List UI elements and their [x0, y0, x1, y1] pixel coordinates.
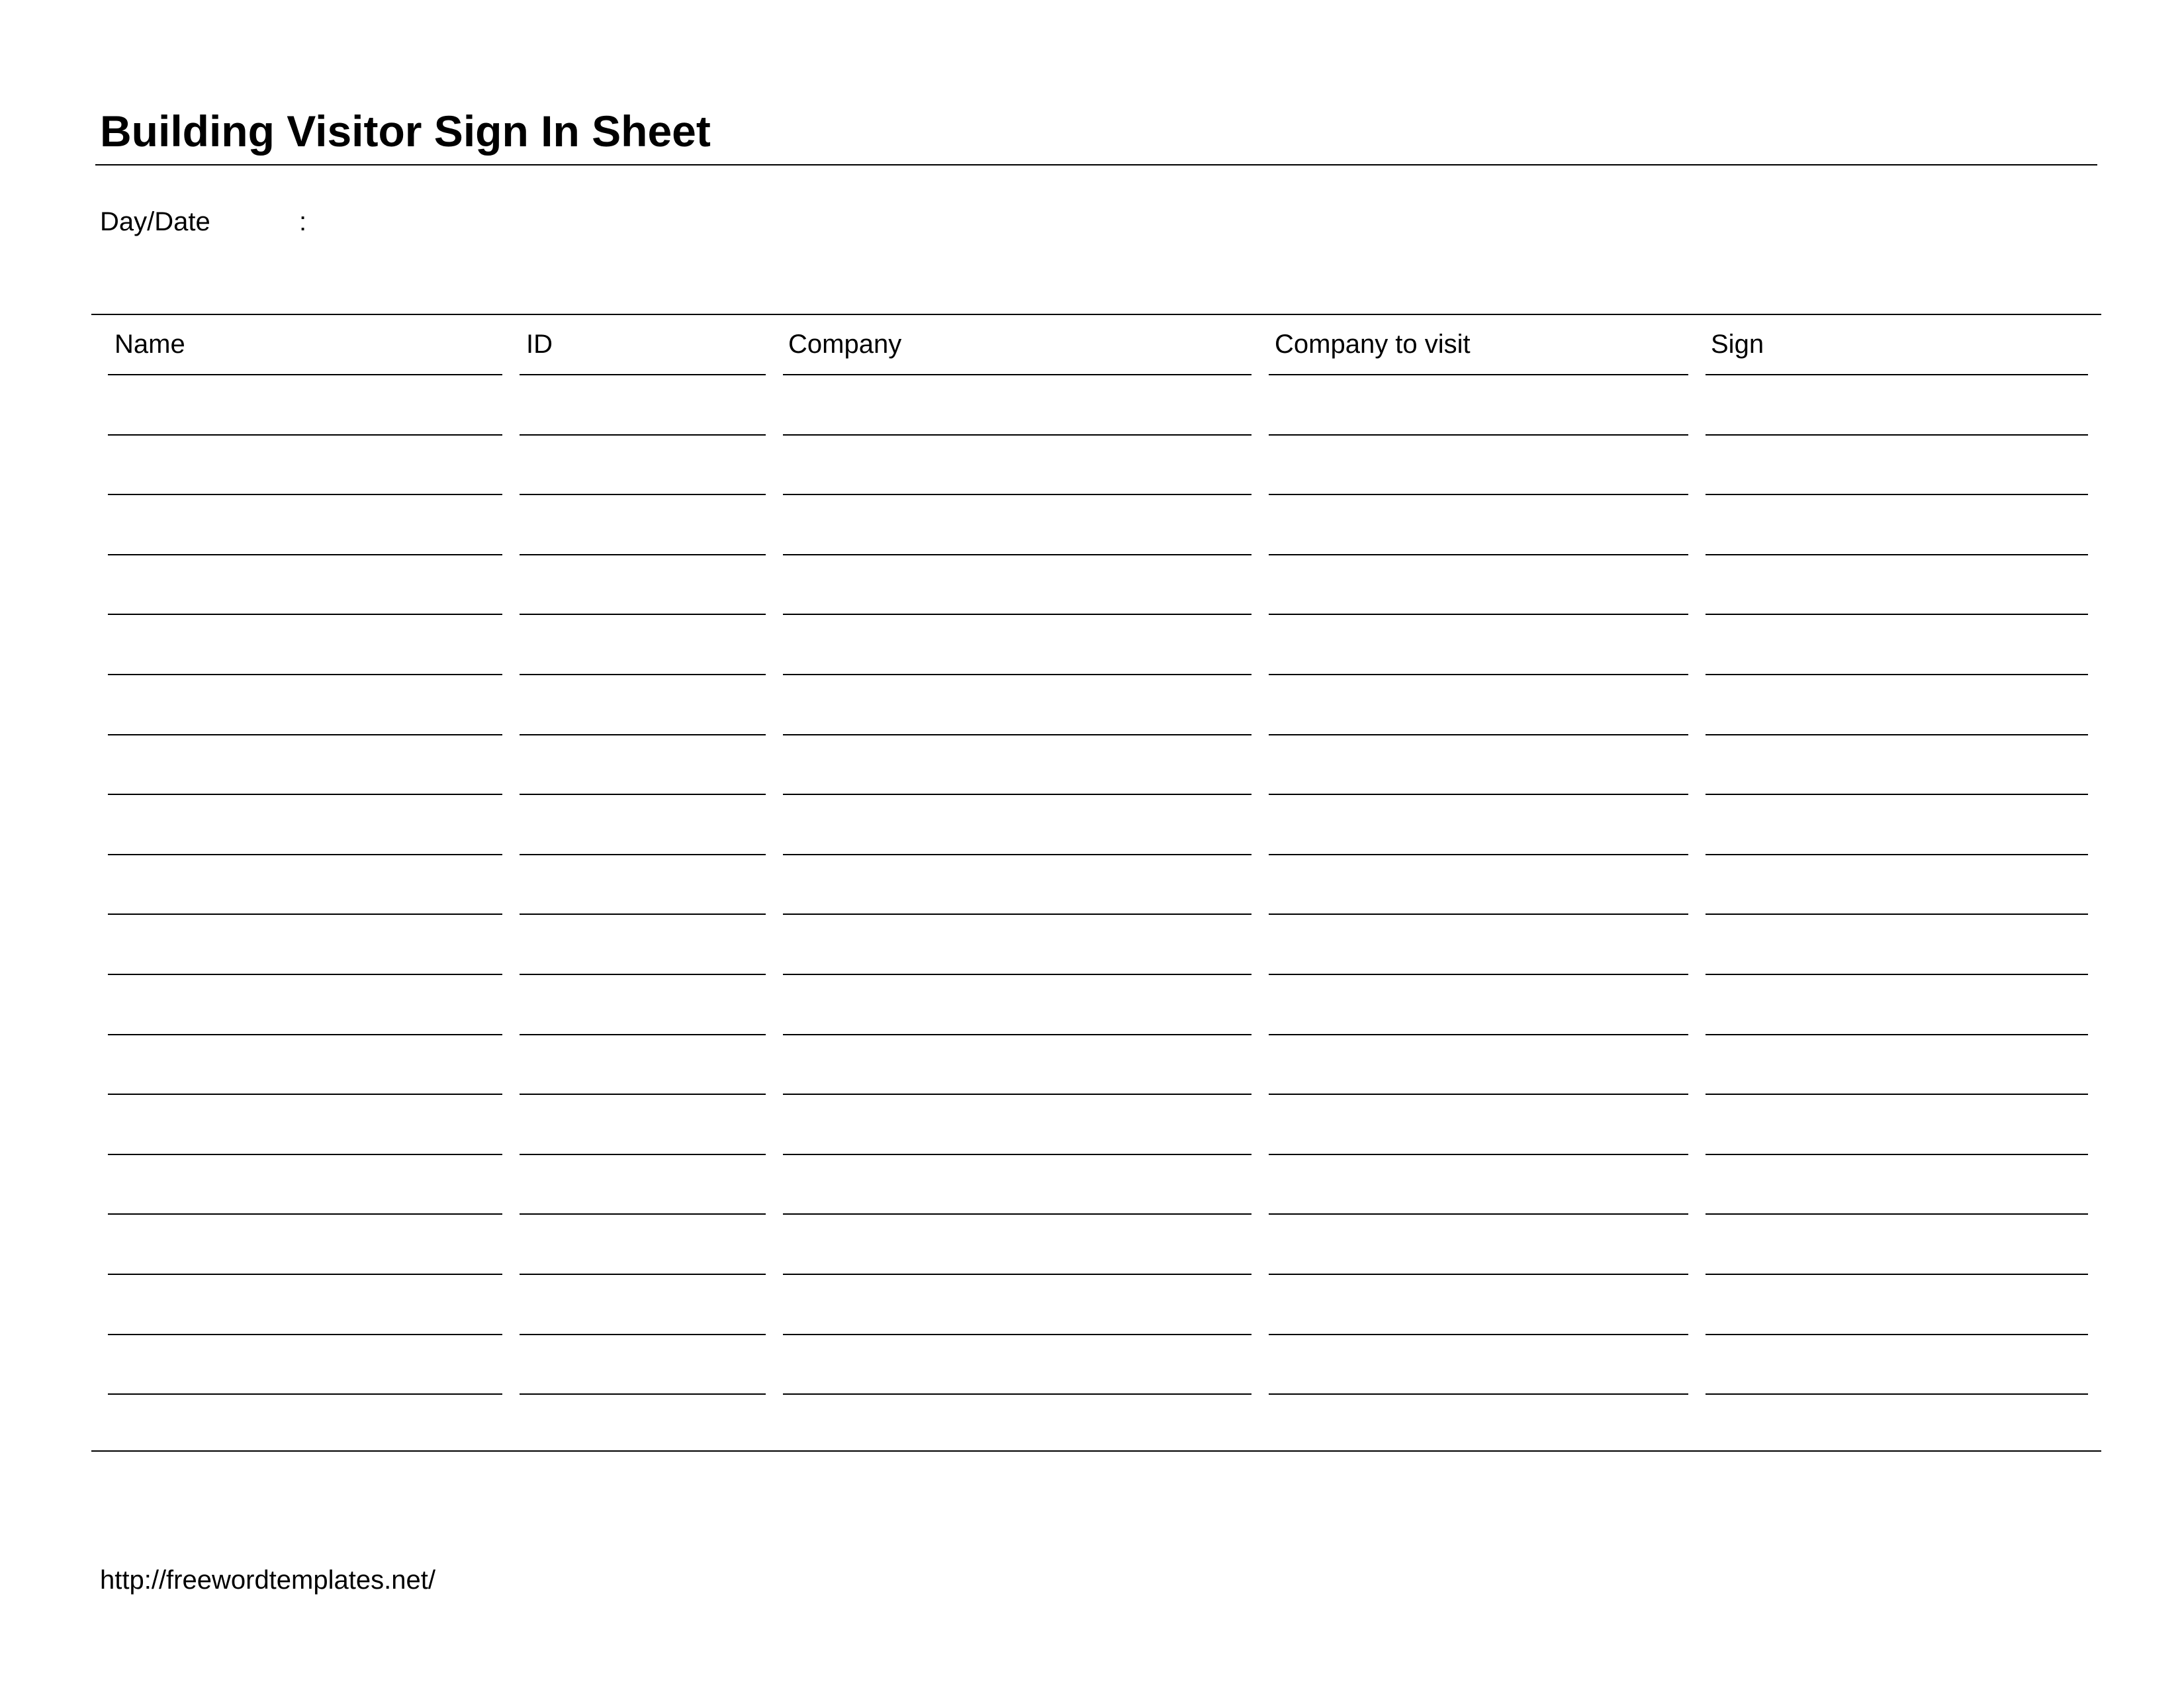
entry-line-id[interactable]: [520, 1334, 766, 1335]
entry-line-sign[interactable]: [1706, 674, 2088, 675]
entry-line-name[interactable]: [108, 1154, 502, 1155]
entry-line-sign[interactable]: [1706, 434, 2088, 436]
entry-line-id[interactable]: [520, 674, 766, 675]
entry-line-name[interactable]: [108, 434, 502, 436]
entry-line-sign[interactable]: [1706, 914, 2088, 915]
entry-line-company-to-visit[interactable]: [1269, 734, 1688, 735]
entry-line-company-to-visit[interactable]: [1269, 854, 1688, 855]
entry-line-name[interactable]: [108, 794, 502, 795]
column-header-company: Company: [788, 330, 902, 359]
entry-line-name[interactable]: [108, 494, 502, 495]
entry-line-id[interactable]: [520, 434, 766, 436]
entry-line-company-to-visit[interactable]: [1269, 1094, 1688, 1095]
entry-line-company-to-visit[interactable]: [1269, 914, 1688, 915]
entry-line-id[interactable]: [520, 494, 766, 495]
entry-line-company[interactable]: [783, 1393, 1251, 1395]
column-header-underline: [108, 374, 502, 375]
column-header-underline: [1706, 374, 2088, 375]
entry-line-sign[interactable]: [1706, 1094, 2088, 1095]
entry-line-company[interactable]: [783, 734, 1251, 735]
column-header-underline: [520, 374, 766, 375]
entry-line-sign[interactable]: [1706, 554, 2088, 555]
entry-line-sign[interactable]: [1706, 734, 2088, 735]
entry-line-sign[interactable]: [1706, 854, 2088, 855]
entry-line-name[interactable]: [108, 854, 502, 855]
entry-line-name[interactable]: [108, 914, 502, 915]
entry-line-id[interactable]: [520, 1274, 766, 1275]
entry-line-sign[interactable]: [1706, 974, 2088, 975]
entry-line-id[interactable]: [520, 554, 766, 555]
entry-line-sign[interactable]: [1706, 794, 2088, 795]
entry-line-company-to-visit[interactable]: [1269, 614, 1688, 615]
entry-line-sign[interactable]: [1706, 1334, 2088, 1335]
entry-line-name[interactable]: [108, 1094, 502, 1095]
entry-line-company[interactable]: [783, 794, 1251, 795]
entry-line-id[interactable]: [520, 1034, 766, 1035]
entry-line-id[interactable]: [520, 1094, 766, 1095]
entry-line-company-to-visit[interactable]: [1269, 494, 1688, 495]
entry-line-company[interactable]: [783, 974, 1251, 975]
column-header-sign: Sign: [1711, 330, 1764, 359]
entry-line-sign[interactable]: [1706, 1034, 2088, 1035]
entry-line-id[interactable]: [520, 974, 766, 975]
day-date-label: Day/Date: [100, 207, 210, 236]
entry-line-id[interactable]: [520, 614, 766, 615]
entry-line-sign[interactable]: [1706, 1393, 2088, 1395]
entry-line-company[interactable]: [783, 494, 1251, 495]
entry-line-company[interactable]: [783, 434, 1251, 436]
entry-line-sign[interactable]: [1706, 1154, 2088, 1155]
footer-url[interactable]: http://freewordtemplates.net/: [100, 1566, 435, 1595]
entry-line-company-to-visit[interactable]: [1269, 1034, 1688, 1035]
column-header-id: ID: [526, 330, 553, 359]
title-underline: [95, 164, 2097, 165]
entry-line-company[interactable]: [783, 1274, 1251, 1275]
entry-line-name[interactable]: [108, 1274, 502, 1275]
entry-line-company-to-visit[interactable]: [1269, 434, 1688, 436]
entry-line-name[interactable]: [108, 734, 502, 735]
entry-line-id[interactable]: [520, 734, 766, 735]
entry-line-company-to-visit[interactable]: [1269, 1274, 1688, 1275]
column-header-name: Name: [114, 330, 185, 359]
entry-line-name[interactable]: [108, 1393, 502, 1395]
entry-line-company-to-visit[interactable]: [1269, 1154, 1688, 1155]
entry-line-id[interactable]: [520, 1154, 766, 1155]
entry-line-sign[interactable]: [1706, 1274, 2088, 1275]
column-header-underline: [1269, 374, 1688, 375]
entry-line-company[interactable]: [783, 1034, 1251, 1035]
entry-line-company-to-visit[interactable]: [1269, 974, 1688, 975]
entry-line-company[interactable]: [783, 1213, 1251, 1215]
entry-line-name[interactable]: [108, 1034, 502, 1035]
entry-line-name[interactable]: [108, 554, 502, 555]
table-bottom-rule: [91, 1450, 2101, 1452]
column-header-underline: [783, 374, 1251, 375]
entry-line-sign[interactable]: [1706, 1213, 2088, 1215]
entry-line-company[interactable]: [783, 674, 1251, 675]
entry-line-name[interactable]: [108, 1334, 502, 1335]
entry-line-sign[interactable]: [1706, 494, 2088, 495]
entry-line-company[interactable]: [783, 1094, 1251, 1095]
column-header-company-to-visit: Company to visit: [1275, 330, 1471, 359]
entry-line-company[interactable]: [783, 614, 1251, 615]
table-top-rule: [91, 314, 2101, 315]
entry-line-id[interactable]: [520, 854, 766, 855]
document-title: Building Visitor Sign In Sheet: [100, 107, 711, 156]
entry-line-company-to-visit[interactable]: [1269, 674, 1688, 675]
entry-line-name[interactable]: [108, 674, 502, 675]
entry-line-company-to-visit[interactable]: [1269, 1393, 1688, 1395]
entry-line-company[interactable]: [783, 554, 1251, 555]
entry-line-name[interactable]: [108, 614, 502, 615]
entry-line-id[interactable]: [520, 914, 766, 915]
entry-line-company[interactable]: [783, 1334, 1251, 1335]
entry-line-company-to-visit[interactable]: [1269, 1334, 1688, 1335]
day-date-separator: :: [299, 207, 307, 236]
entry-line-id[interactable]: [520, 1213, 766, 1215]
entry-line-id[interactable]: [520, 1393, 766, 1395]
entry-line-name[interactable]: [108, 1213, 502, 1215]
entry-line-company-to-visit[interactable]: [1269, 554, 1688, 555]
entry-line-company[interactable]: [783, 1154, 1251, 1155]
entry-line-sign[interactable]: [1706, 614, 2088, 615]
entry-line-company[interactable]: [783, 914, 1251, 915]
entry-line-id[interactable]: [520, 794, 766, 795]
entry-line-name[interactable]: [108, 974, 502, 975]
entry-line-company-to-visit[interactable]: [1269, 1213, 1688, 1215]
entry-line-company[interactable]: [783, 854, 1251, 855]
entry-line-company-to-visit[interactable]: [1269, 794, 1688, 795]
